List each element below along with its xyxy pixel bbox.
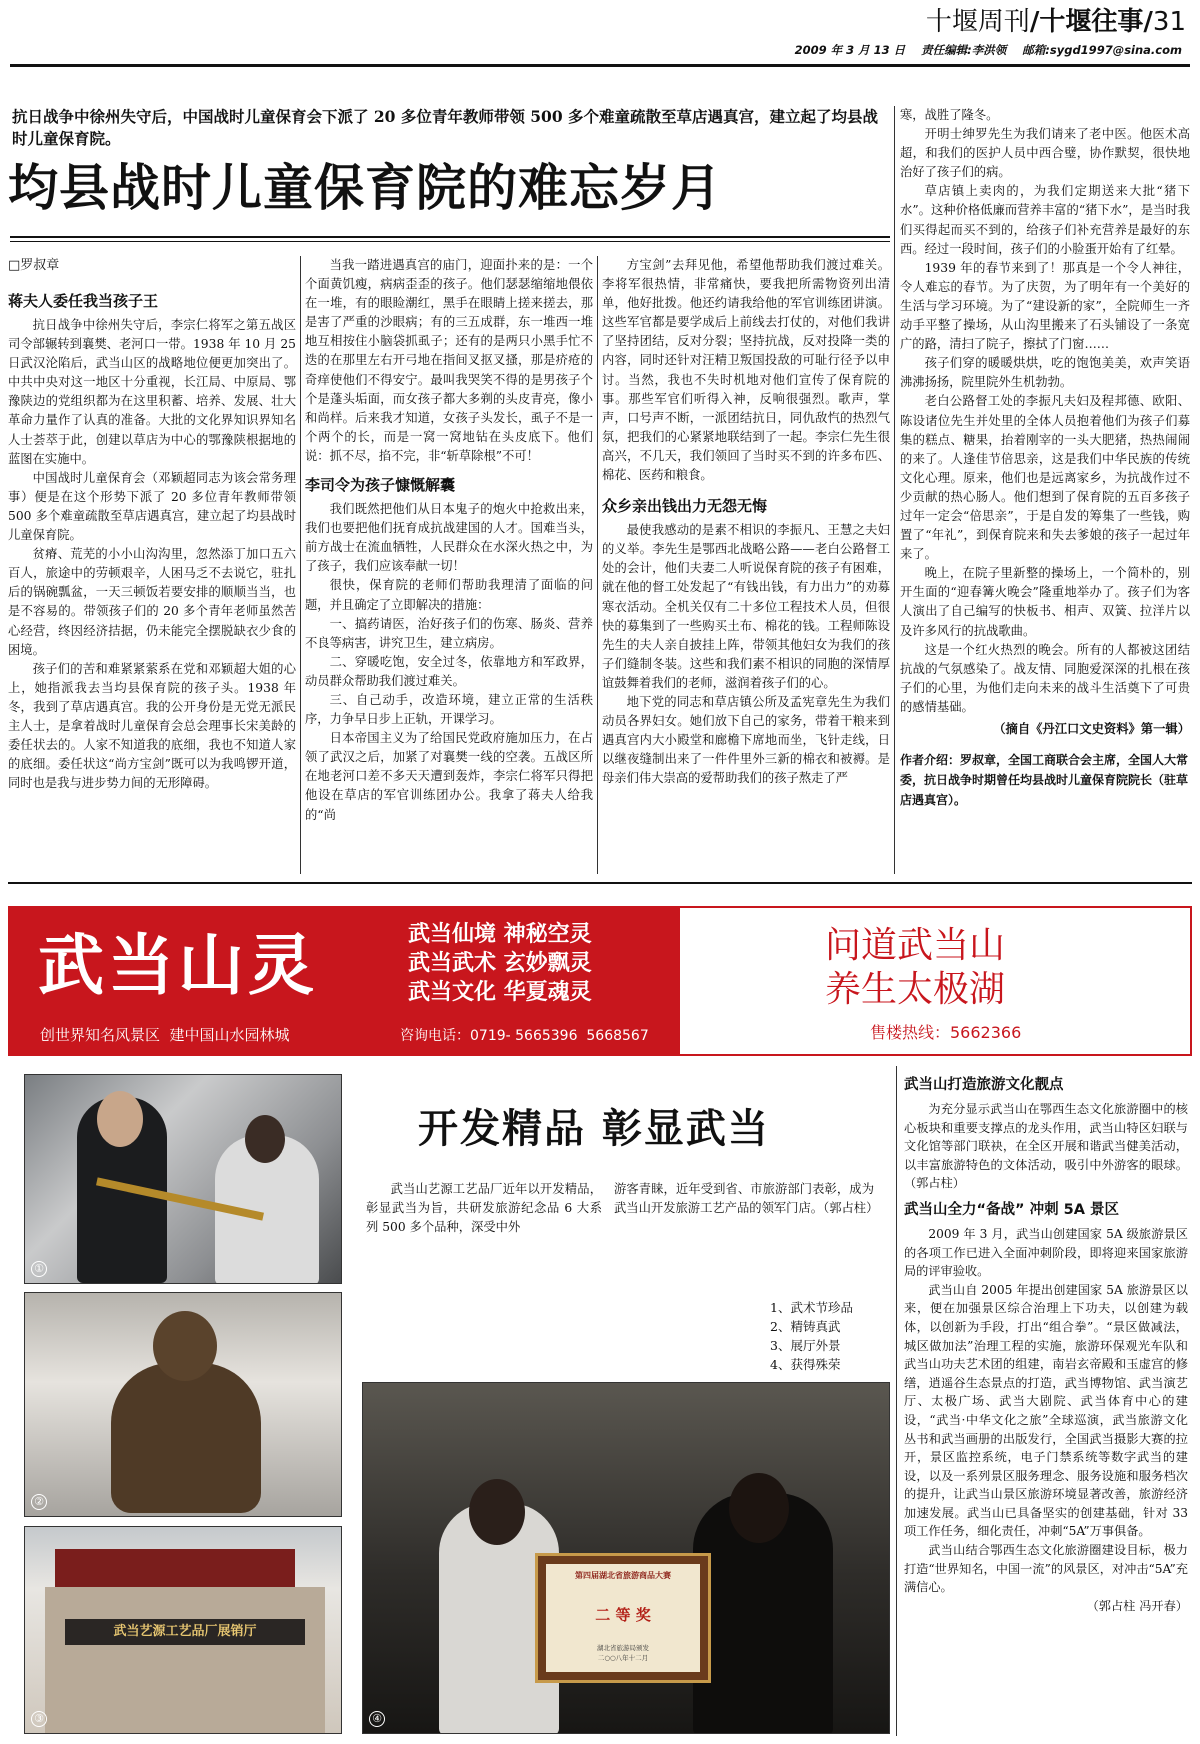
paragraph: 地下党的同志和草店镇公所及孟宪章先生为我们动员各界妇女。她们放下自己的家务，带着干粮来到遇真宫内大小殿堂和廊檐下席地而坐，飞针走线，日以继夜缝制出来了一件件里外三新的棉衣和被褥。是母亲们伟大崇高的爱帮助我们的孩子熬走了严	[602, 694, 890, 786]
certificate-title: 第四届湖北省旅游商品大赛	[575, 1570, 671, 1580]
building-body	[45, 1587, 325, 1734]
caption: 4、获得殊荣	[770, 1357, 841, 1372]
feature-title: 开发精品 彰显武当	[418, 1105, 770, 1152]
header-email: 邮箱:sygd1997@sina.com	[1022, 43, 1182, 57]
header-section: 十堰往事	[1039, 7, 1144, 37]
ad-right-title-1: 问道武当山	[825, 925, 1006, 966]
caption: 3、展厅外景	[770, 1338, 841, 1353]
certificate-org: 湖北省旅游局颁发	[597, 1644, 649, 1652]
feature-captions	[770, 1298, 853, 1374]
ad-slogan: 武当仙境 神秘空灵	[408, 922, 592, 947]
header-editor: 责任编辑:李洪领	[921, 43, 1007, 57]
photo-label-2: ②	[31, 1494, 47, 1510]
paragraph: 我们既然把他们从日本鬼子的炮火中抢救出来，我们也要把他们抚育成抗战建国的人才。国难当头，前方战士在流血牺牲，人民群众在水深火热之中，为了孩子，我们应该奉献一切！	[305, 502, 593, 574]
paragraph: 武当山自 2005 年提出创建国家 5A 旅游景区以来，便在加强景区综合治理上下功夫，以创建为载体，以创新为手段，打出“组合拳”。“景区做减法，城区做加法”治理工程的实施，旅游环保观光车队和武当山功夫艺术团的组建，南岩玄帝殿和玉虚宫的修缮，逍遥谷生态景点的打造，武当博物馆、武当演艺厅、太极广场、武当大剧院、武当体育中心的建设，“武当·中华文化之旅”全球巡演，武当旅游文化丛书和武当画册的出版发行，全国武当摄影大赛的拉开，景区监控系统，电子门禁系统等数字武当的建设，以及一系列景区服务理念、服务设施和服务档次的提升，让武当山景区旅游环境显著改善，旅游经济加速发展。武当山已具备坚实的创建基础，针对 33 项工作任务，细化责任，冲刺“5A”万事俱备。	[904, 1282, 1188, 1539]
caption: 2、精铸真武	[770, 1319, 841, 1334]
subhead-villagers-help: 众乡亲出钱出力无怨无悔	[602, 497, 768, 516]
article-column-1	[8, 256, 296, 874]
photo-label-1: ①	[31, 1261, 47, 1277]
column-divider	[894, 106, 895, 874]
paragraph: 这是一个红火热烈的晚会。所有的人都被这团结抗战的气氛感染了。战友情、同胞爱深深的扎根在孩子们的心里，为他们走向未来的战斗生活奠下了可贵的感情基础。	[900, 642, 1190, 714]
woman-head	[245, 1115, 285, 1163]
award-certificate	[535, 1553, 711, 1683]
woman-left-head	[469, 1479, 525, 1545]
certificate-date: 二○○八年十二月	[597, 1654, 649, 1662]
author-intro: 作者介绍：罗叔章，全国工商联合会主席，全国人大常委，抗日战争时期曾任均县战时儿童保育院院长（驻草店遇真宫）。	[900, 753, 1189, 807]
paragraph: 最使我感动的是素不相识的李振凡、王慧之夫妇的义举。李先生是鄂西北战略公路——老白公路督工处的会计，他们夫妻二人听说保育院的孩子有困难，就在他的督工处发起了“有钱出钱，有力出力”的劝募寒衣活动。全机关仅有二十多位工程技术人员，但很快的募集到了一些购买土布、棉花的钱。工程师陈设先生的夫人亲自披挂上阵，带领其他妇女为我们的孩子们缝制冬装。这些和我们素不相识的同胞的深情厚谊鼓舞着我们的老师，滋润着孩子们的心。	[602, 523, 890, 690]
woman-right-head	[729, 1473, 789, 1543]
ad-tagline: 创世界知名风景区 建中国山水园林城	[40, 1026, 290, 1044]
ad-slogans	[408, 920, 592, 1007]
photo-bronze-statue	[24, 1292, 342, 1517]
caption: 1、武术节珍品	[770, 1300, 853, 1315]
paragraph: 三、自己动手，改造环境，建立正常的生活秩序，力争早日步上正轨，开课学习。	[305, 692, 593, 727]
paragraph: 2009 年 3 月，武当山创建国家 5A 级旅游景区的各项工作已进入全面冲刺阶段，即将迎来国家旅游局的评审验收。	[904, 1226, 1188, 1279]
man-head	[97, 1091, 143, 1147]
paragraph: 晚上，在院子里新整的操场上，一个简朴的，别开生面的“迎春篝火晚会”隆重地举办了。孩子们为客人演出了自己编写的快板书、相声、双簧、拉洋片以及许多风行的抗战歌曲。	[900, 566, 1190, 638]
ad-slogan: 武当文化 华夏魂灵	[408, 980, 592, 1005]
ad-sales-line: 售楼热线：5662366	[870, 1023, 1022, 1042]
paragraph: 贫瘠、荒芜的小小山沟沟里，忽然添丁加口五六百人，旅途中的劳顿艰辛，人困马乏不去说它，驻扎后的锅碗瓢盆，一天三顿饭若要安排的顺顺当当，也是不容易的。带领孩子们的 20 多个青年老师虽然苦心经营，终因经济拮据，仍未能完全摆脱缺衣少食的困境。	[8, 547, 296, 657]
photo-sword-display	[24, 1074, 342, 1284]
column-divider	[300, 256, 301, 874]
article-title-rule	[10, 236, 890, 238]
column-divider	[597, 256, 598, 874]
header-page-number: 31	[1152, 7, 1186, 37]
paragraph: 日本帝国主义为了给国民党政府施加压力，在占领了武汉之后，加紧了对襄樊一线的空袭。五战区所在地老河口差不多天天遭到轰炸，李宗仁将军只得把他设在草店的军官训练团办公。我拿了蒋夫人给我的“尚	[305, 731, 593, 822]
photo-label-3: ③	[31, 1711, 47, 1727]
ad-hotline: 咨询电话：0719- 5665396 5668567	[400, 1028, 649, 1044]
feature-body-right: 游客青睐，近年受到省、市旅游部门表彰，成为武当山开发旅游工艺产品的领军门店。（郭占柱）	[614, 1182, 879, 1215]
statue-head	[153, 1311, 217, 1381]
paragraph: 方宝剑”去拜见他，希望他帮助我们渡过难关。李将军很热情，非常痛快，要我把所需物资列出清单，他好批拨。他还约请我给他的军官训练团讲演。这些军官都是要学成后上前线去打仗的，对他们我讲了坚持团结，反对分裂；坚持抗战，反对投降一类的内容，同时还针对汪精卫叛国投敌的可耻行径予以申讨。当然，我也不失时机地对他们宣传了保育院的事。那些军官们听得入神，反响很强烈。歌声，掌声，口号声不断，一派团结抗日，同仇敌忾的热烈气氛，把我们的心紧紧地联结到了一起。李宗仁先生很高兴，不几天，我们领回了当时买不到的许多布匹、棉花、医药和粮食。	[602, 258, 890, 483]
paragraph: 寒，战胜了隆冬。	[900, 108, 999, 122]
statue-body	[111, 1363, 261, 1513]
paragraph: 中国战时儿童保育会（邓颖超同志为该会常务理事）便是在这个形势下派了 20 多位青年教师带领 500 多个难童疏散至草店遇真宫，建立起了均县战时儿童保育院。	[8, 470, 296, 543]
paragraph: 开明士绅罗先生为我们请来了老中医。他医术高超，和我们的医护人员中西合璧，协作默契，很快地治好了孩子们的病。	[900, 127, 1190, 180]
paragraph: 二、穿暖吃饱，安全过冬，依靠地方和军政界，动员群众帮助我们渡过难关。	[305, 654, 593, 688]
article-author: □罗叔章	[8, 258, 60, 273]
article-column-2	[305, 256, 593, 874]
page-header	[0, 0, 1200, 70]
article-title: 均县战时儿童保育院的难忘岁月	[8, 158, 722, 217]
header-brand: 十堰周刊	[925, 7, 1030, 37]
building-roof	[55, 1549, 295, 1589]
paragraph: 老白公路督工处的李振凡夫妇及程邦德、欧阳、陈设诸位先生并处里的全体人员抱着他们为孩子们募集的糕点、糖果，抬着刚宰的一头大肥猪，热热闹闹的来了。人逢佳节倍思亲，这是我们中华民族的传统文化心理。原来，他们也是远离家乡，为抗战作过不少贡献的热心肠人。他们想到了保育院的五百多孩子过年一定会“倍思亲”，于是自发的筹集了一些钱，购置了“年礼”，到保育院来和失去爹娘的孩子一起过年来了。	[900, 394, 1190, 562]
sidebar-heading-2: 武当山全力“备战” 冲刺 5A 景区	[904, 1201, 1120, 1218]
ad-right-title-2: 养生太极湖	[825, 969, 1006, 1010]
sidebar-byline: （郭占柱 冯开春）	[1086, 1598, 1188, 1613]
paragraph: 武当山结合鄂西生态文化旅游圈建设目标，极力打造“世界知名，中国一流”的风景区，对冲击“5A”充满信心。	[904, 1543, 1188, 1595]
article-column-3	[602, 256, 890, 874]
ad-big-title: 武当山灵	[38, 927, 318, 1004]
header-rule	[10, 64, 1190, 67]
ad-banner	[8, 906, 1192, 1056]
subhead-chief-appointment: 蒋夫人委任我当孩子王	[8, 292, 159, 310]
sidebar-news	[904, 1070, 1188, 1736]
header-meta-line	[795, 42, 1182, 58]
paragraph: 当我一踏进遇真宫的庙门，迎面扑来的是：一个个面黄饥瘦，病病歪歪的孩子。他们瑟瑟缩缩地偎依在一堆，有的眼睑潮红，黑手在眼睛上搓来搓去，那是害了严重的沙眼病；有的三五成群，东一堆西一堆地互相按住小脑袋抓虱子；还有的是两只小黑手忙不迭的在那里左右开弓地在指间叉抠叉搔，那是疥疮的奇痒使他们不得安宁。最叫我哭笑不得的是男孩子个个是蓬头垢面，而女孩子都大多剃的头皮青亮，像小和尚样。后来我才知道，女孩子头发长，虱子不是一个两个的长，而是一窝一窝地钻在头皮底下。他们说：抓不尽，掐不完，非“斩草除根”不可！	[305, 258, 593, 463]
header-date: 2009 年 3 月 13 日	[794, 43, 906, 57]
paragraph: 抗日战争中徐州失守后，李宗仁将军之第五战区司令部辗转到襄樊、老河口一带。1938 年 10 月 25 日武汉沦陷后，武当山区的战略地位便更加突出了。中共中央对这一地区十分重视，长江局、中原局、鄂豫陕边的党组织都为在这里积蓄、培养、发展、壮大革命力量作了认真的准备。大批的文化界知识界知名人士荟萃于此，创建以草店为中心的鄂豫陕根据地的蓝图在实施中。	[8, 318, 296, 466]
paragraph: 一、搞药请医，治好孩子们的伤寒、肠炎、营养不良等病害，讲究卫生，建立病房。	[305, 616, 593, 650]
paragraph: 孩子们的苦和难紧紧萦系在党和邓颖超大姐的心上，她指派我去当均县保育院的孩子头。1938 年冬，我到了草店遇真宫。我的公开身份是无党无派民主人士，是拿着战时儿童保育会总会理事长宋美龄的委任状去的。人家不知道我的底细，我也不知道人家的底细。委任状这“尚方宝剑”既可以为我鸣锣开道，同时也是我与进步势力间的无形障碍。	[8, 661, 296, 791]
building-sign-text: 武当艺源工艺品厂展销厅	[113, 1624, 257, 1639]
paragraph: 很快，保育院的老师们帮助我理清了面临的问题，并且确定了立即解决的措施：	[305, 578, 593, 612]
paragraph: 孩子们穿的暖暖烘烘，吃的饱饱美美，欢声笑语沸沸扬扬，院里院外生机勃勃。	[900, 356, 1190, 390]
paragraph: 为充分显示武当山在鄂西生态文化旅游圈中的核心板块和重要支撑点的龙头作用，武当山特区妇联与文化馆等部门联袂，在全区开展和谐武当健美活动，以丰富旅游特色的文体活动，吸引中外游客的眼球。（郭占柱）	[904, 1102, 1188, 1191]
article-column-4	[900, 106, 1190, 874]
paragraph: 1939 年的春节来到了！那真是一个令人神往，令人难忘的春节。为了庆贺，为了明年有一个美好的生活与学习环境。为了“建设新的家”，全院师生一齐动手平整了操场，从山沟里搬来了石头铺设了一条宽广的路，清扫了院子，擦拭了门窗……	[900, 260, 1190, 352]
certificate-prize: 二 等 奖	[595, 1606, 651, 1624]
photo-label-4: ④	[369, 1711, 385, 1727]
header-title-line: 十堰周刊/十堰往事/31	[925, 7, 1186, 37]
ad-slogan: 武当武术 玄妙飘灵	[408, 951, 592, 976]
article-title-rule-thin	[10, 241, 890, 242]
article-bottom-rule	[8, 882, 1192, 884]
photo-award-ceremony	[362, 1382, 890, 1734]
subhead-commander-donation: 李司令为孩子慷慨解囊	[305, 476, 456, 495]
article-source: （摘自《丹江口文史资料》第一辑）	[993, 721, 1190, 736]
paragraph: 草店镇上卖肉的，为我们定期送来大批“猪下水”。这种价格低廉而营养丰富的“猪下水”，是当时我们买得起而买不到的，给孩子们补充营养是最好的东西。经过一段时间，孩子们的小脸蛋开始有了红晕。	[900, 184, 1190, 256]
column-divider	[896, 1066, 897, 1736]
photo-showroom-exterior	[24, 1526, 342, 1734]
feature-body-left: 武当山艺源工艺品厂近年以开发精品，彰显武当为旨，共研发旅游纪念品 6 大系列 500 多个品种，深受中外	[366, 1182, 602, 1234]
sidebar-heading-1: 武当山打造旅游文化靓点	[904, 1077, 1064, 1093]
article-lead: 抗日战争中徐州失守后，中国战时儿童保育会下派了 20 多位青年教师带领 500 多个难童疏散至草店遇真宫，建立起了均县战时儿童保育院。	[12, 107, 879, 148]
